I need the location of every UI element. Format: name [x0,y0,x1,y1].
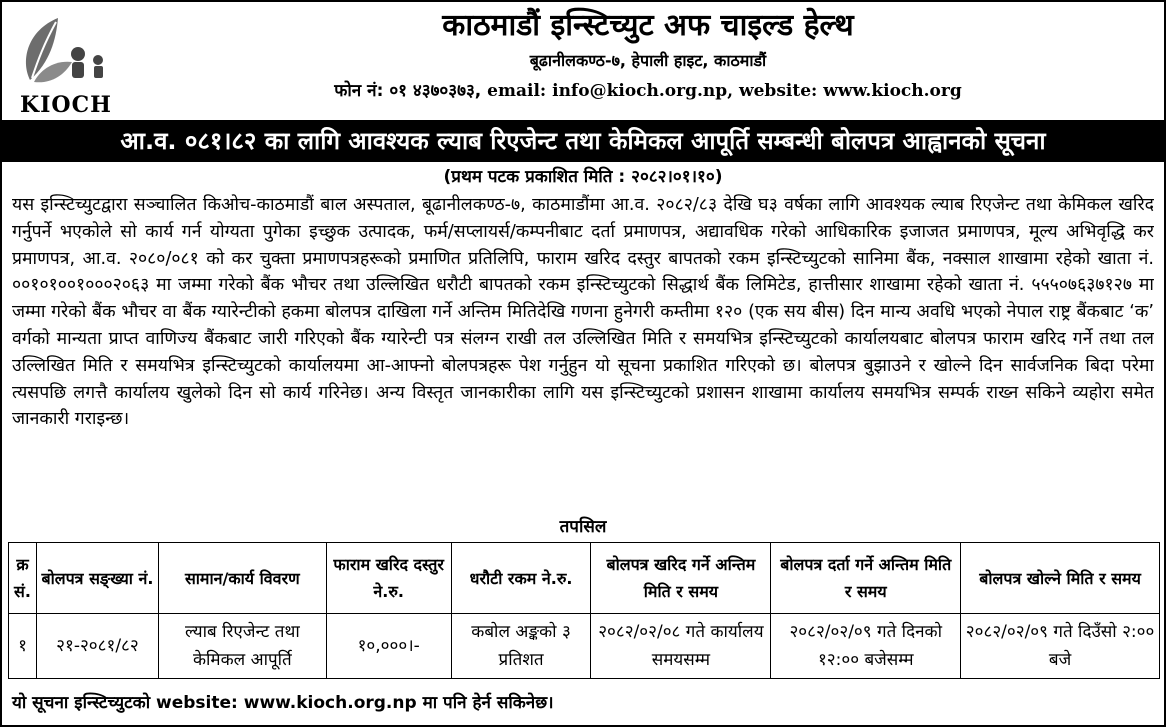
email-value[interactable]: info@kioch.org.np, [552,81,734,101]
kioch-logo [10,10,128,118]
col-serial: क्र सं. [9,543,37,614]
website-value[interactable]: www.kioch.org [823,81,962,101]
contact-line [142,76,1154,106]
col-form-fee: फाराम खरिद दस्तुर ने.रु. [326,543,451,614]
details-heading: तपसिल [559,517,607,537]
notice-body: यस इन्स्टिच्युटद्वारा सञ्चालित किओच-काठमाडौं बाल अस्पताल, बूढानीलकण्ठ-७, काठमाडौंमा आ.व. २०८२/८३ देखि घ३ वर्षका लागि आवश्यक ल्याब रिएजेन्ट तथा केमिकल खरिद गर्नुपर्ने भएकोले सो कार्य गर्न योग्यता पुगेका इच्छुक उत्पादक, फर्म/सप्लायर्स/कम्पनीबाट दर्ता प्रमाणपत्र, अद्यावधिक गरेको आधिकारिक इजाजत प्रमाणपत्र, मूल्य अभिवृद्धि कर प्रमाणपत्र, आ.व. २०८०/०८१ को कर चुक्ता प्रमाणपत्रहरूको प्रमाणित प्रतिलिपि, फाराम खरिद दस्तुर बापतको रकम इन्स्टिच्युटको सानिमा बैंक, नक्साल शाखामा रहेको खाता नं. ००१०१००१०००२०६३ मा जम्मा गरेको बैंक भौचर तथा उल्लिखित धरौटी बापतको रकम इन्स्टिच्युटको सिद्धार्थ बैंक लिमिटेड, हात्तीसार शाखामा रहेको खाता नं. ५५५०७६३७१२७ मा जम्मा गरेको बैंक भौचर वा बैंक ग्यारेन्टीको हकमा बोलपत्र दाखिला गर्ने अन्तिम मितिदेखि गणना हुनेगरी कम्तीमा १२० (एक सय बीस) दिन मान्य अवधि भएको नेपाल राष्ट्र बैंकबाट ‘क’ वर्गको मान्यता प्राप्त वाणिज्य बैंकबाट जारी गरिएको बैंक ग्यारेन्टी पत्र संलग्न राखी तल उल्लिखित मिति र समयभित्र इन्स्टिच्युटको कार्यालयबाट बोलपत्र फाराम खरिद गर्ने तथा तल उल्लिखित मिति र समयभित्र इन्स्टिच्युटको कार्यालयमा आ-आफ्नो बोलपत्रहरू पेश गर्नुहुन यो सूचना प्रकाशित गरिएको छ। बोलपत्र बुझाउने र खोल्ने दिन सार्वजनिक बिदा परेमा त्यसपछि लगत्तै कार्यालय खुलेको दिन सो कार्य गरिनेछ। अन्य विस्तृत जानकारीका लागि यस इन्स्टिच्युटको प्रशासन शाखामा कार्यालय समयभित्र सम्पर्क राख्न सकिने व्यहोरा समेत जानकारी गराइन्छ। [12,195,1154,430]
cell-serial: १ [9,614,37,679]
col-opening-date: बोलपत्र खोल्ने मिति र समय [961,543,1160,614]
col-description: सामान/कार्य विवरण [158,543,326,614]
table-row [9,614,1160,679]
website-label: website: [738,81,818,101]
col-tender-number: बोलपत्र सङ्ख्या नं. [36,543,158,614]
col-deposit: धरौटी रकम ने.रु. [451,543,591,614]
footer-note: यो सूचना इन्स्टिच्युटको website: www.kioch.org.np मा पनि हेर्न सकिनेछ। [12,693,554,713]
cell-description: ल्याब रिएजेन्ट तथा केमिकल आपूर्ति [158,614,326,679]
header [2,2,1164,120]
cell-purchase-deadline: २०८२/०२/०८ गते कार्यालय समयसम्म [591,614,771,679]
phone-label: फोन नं: [334,81,384,101]
cell-deposit: कबोल अङ्कको ३ प्रतिशत [451,614,591,679]
publication-date: (प्रथम पटक प्रकाशित मिति : २०८२।०१।१०) [443,167,723,187]
leaf-family-icon [10,10,128,90]
cell-tender-number: २१-२०८१/८२ [36,614,158,679]
logo-text: KIOCH [20,92,112,118]
notice-title: आ.व. ०८१।८२ का लागि आवश्यक ल्याब रिएजेन्ट तथा केमिकल आपूर्ति सम्बन्धी बोलपत्र आह्वानको सूचना [2,120,1164,162]
phone-value: ०१ ४३७०३७३, [389,81,482,101]
cell-registration-deadline: २०८२/०२/०९ गते दिनको १२:०० बजेसम्म [771,614,961,679]
cell-form-fee: १०,०००।- [326,614,451,679]
table-header-row [9,543,1160,614]
cell-opening-date: २०८२/०२/०९ गते दिउँसो २:०० बजे [961,614,1160,679]
organization-name: काठमाडौं इन्स्टिच्युट अफ चाइल्ड हेल्थ [442,8,854,43]
col-purchase-deadline: बोलपत्र खरिद गर्ने अन्तिम मिति र समय [591,543,771,614]
organization-address: बूढानीलकण्ठ-७, हेपाली हाइट, काठमाडौं [529,51,767,70]
tender-table [8,542,1160,679]
col-registration-deadline: बोलपत्र दर्ता गर्ने अन्तिम मिति र समय [771,543,961,614]
email-label: email: [487,81,547,101]
